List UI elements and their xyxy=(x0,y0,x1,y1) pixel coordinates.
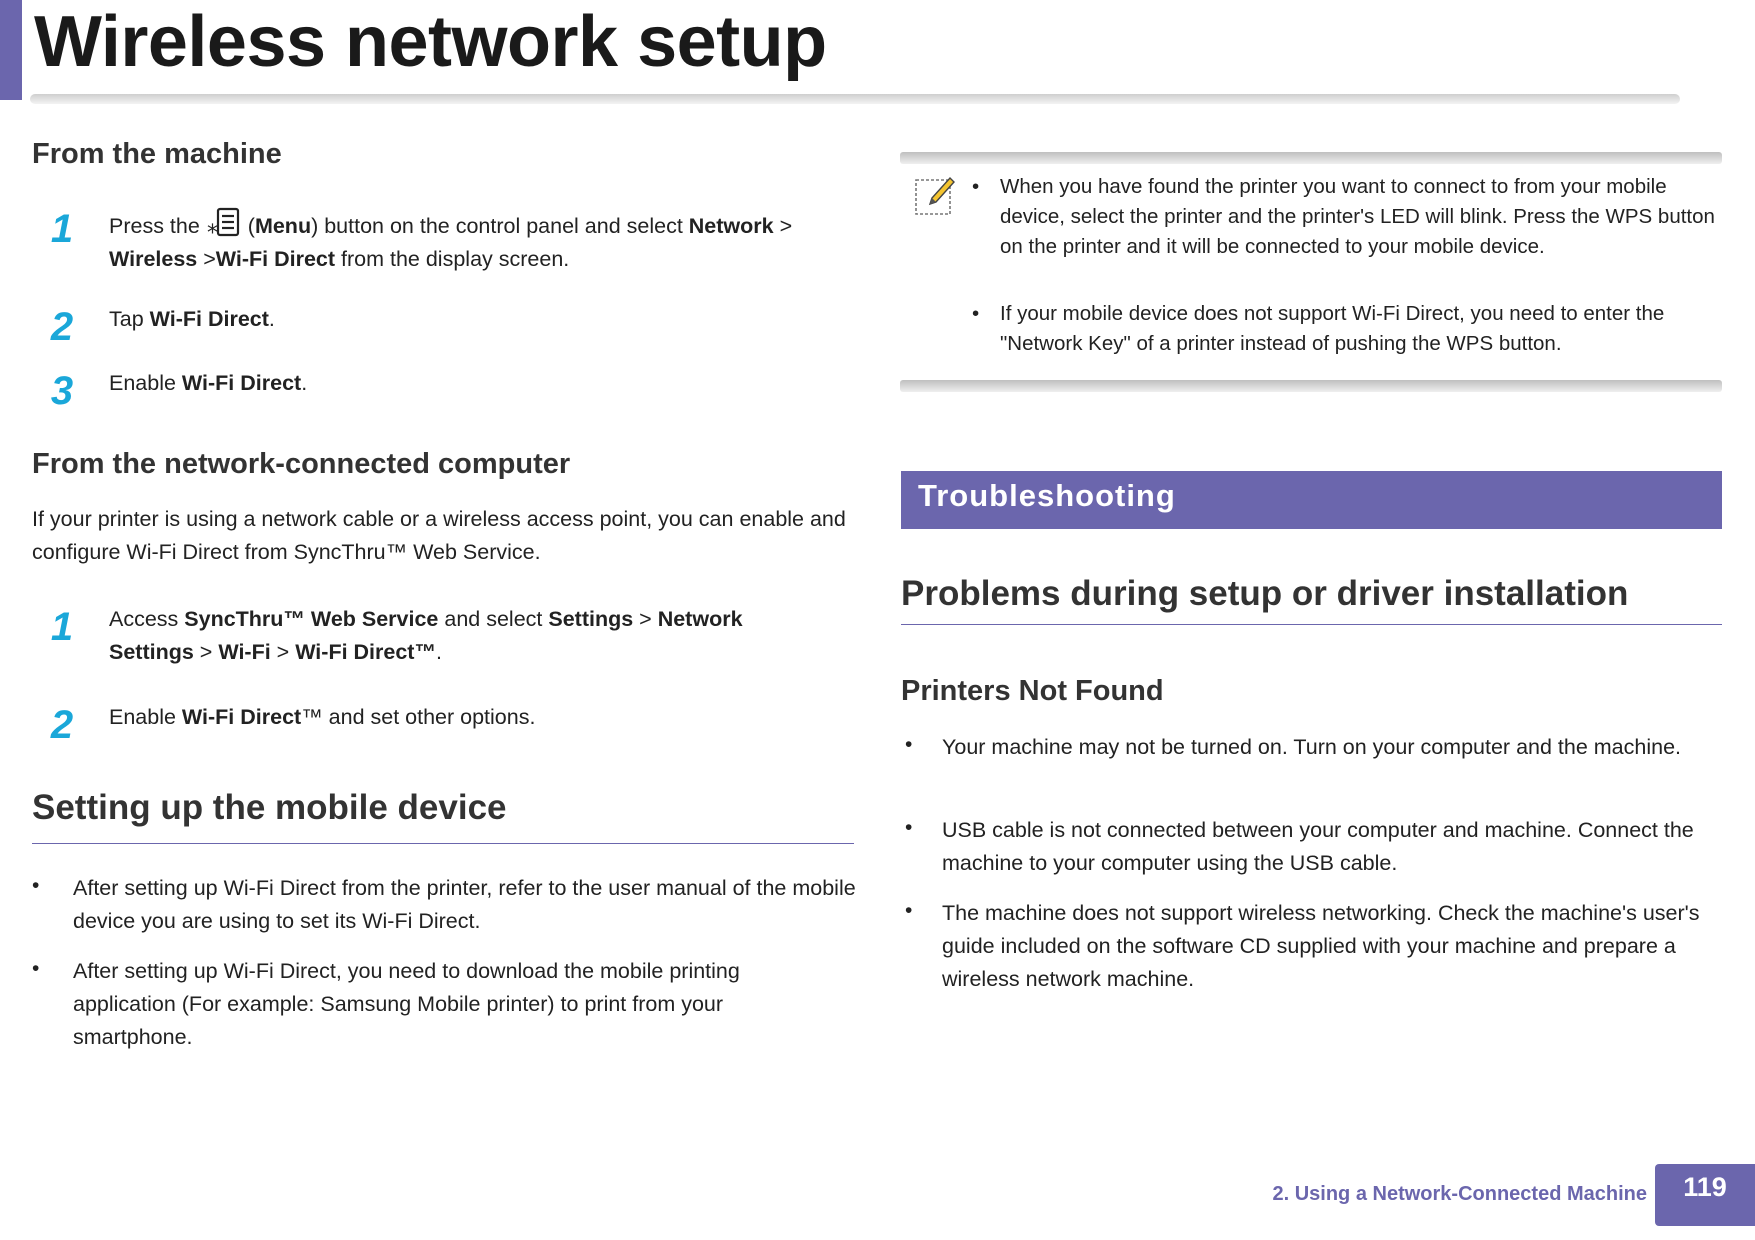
step-text: Tap Wi-Fi Direct. xyxy=(109,307,275,331)
bullet-text: After setting up Wi-Fi Direct from the printer, refer to the user manual of the mobile device you are using to set its Wi-Fi Direct. xyxy=(73,876,856,933)
step-number: 1 xyxy=(50,207,74,251)
step-text: Enable Wi-Fi Direct™ and set other options. xyxy=(109,705,536,729)
step-text: Enable Wi-Fi Direct. xyxy=(109,371,308,395)
page-number: 119 xyxy=(1683,1172,1727,1202)
menu-icon xyxy=(206,207,242,241)
step-number: 1 xyxy=(50,605,74,649)
troubleshooting-label: Troubleshooting xyxy=(918,478,1176,513)
step-number: 3 xyxy=(50,369,74,413)
note-bullet-text: When you have found the printer you want to connect to from your mobile device, select the printer and the printer's LED will blink. Press the WPS button on the printer and it will be connected to your mobile device. xyxy=(1000,175,1715,258)
note-pencil-icon xyxy=(912,172,958,218)
svg-text:*: * xyxy=(206,221,218,241)
note-top-border xyxy=(900,152,1722,164)
bullet-marker: • xyxy=(32,874,40,897)
heading-printers-not-found: Printers Not Found xyxy=(901,675,1164,707)
menu-icon-graphic xyxy=(206,207,242,241)
bullet-marker: • xyxy=(905,816,913,839)
bullet-marker: • xyxy=(905,899,913,922)
note-bullet-text: If your mobile device does not support Wi-Fi Direct, you need to enter the "Network Key" of a printer instead of pushing the WPS button. xyxy=(1000,302,1665,355)
note-bullet-marker: • xyxy=(972,175,980,198)
section-rule xyxy=(901,624,1722,625)
bullet-marker: • xyxy=(32,957,40,980)
heading-from-network-computer: From the network-connected computer xyxy=(32,448,571,480)
step-number: 2 xyxy=(50,703,74,747)
step-text: Press the * (Menu) button on the control panel and select Network > Wireless >Wi-Fi Direct from the display screen. xyxy=(109,207,855,276)
bullet-marker: • xyxy=(905,733,913,756)
heading-problems-setup: Problems during setup or driver installation xyxy=(901,574,1629,613)
page-title: Wireless network setup xyxy=(34,2,827,82)
bullet-text: The machine does not support wireless networking. Check the machine's user's guide included on the software CD supplied with your machine and prepare a wireless network machine. xyxy=(942,901,1700,991)
heading-setting-up-mobile: Setting up the mobile device xyxy=(32,788,507,827)
section-rule xyxy=(32,843,854,844)
heading-from-the-machine: From the machine xyxy=(32,138,282,170)
note-box xyxy=(900,152,1722,392)
title-accent-bar xyxy=(0,0,22,100)
bullet-text: USB cable is not connected between your computer and machine. Connect the machine to your computer using the USB cable. xyxy=(942,818,1694,875)
step-number: 2 xyxy=(50,305,74,349)
bullet-text: Your machine may not be turned on. Turn on your computer and the machine. xyxy=(942,735,1682,759)
footer-chapter: 2. Using a Network-Connected Machine xyxy=(1272,1183,1647,1205)
note-bullet-marker: • xyxy=(972,302,980,325)
intro-paragraph: If your printer is using a network cable or a wireless access point, you can enable and configure Wi-Fi Direct from SyncThru™ Web Service. xyxy=(32,507,846,564)
note-bottom-border xyxy=(900,380,1722,392)
step-text: Access SyncThru™ Web Service and select Settings > Network Settings > Wi-Fi > Wi-Fi Direct™. xyxy=(109,607,743,664)
title-divider xyxy=(30,94,1680,104)
bullet-text: After setting up Wi-Fi Direct, you need to download the mobile printing application (For example: Samsung Mobile printer) to print from your smartphone. xyxy=(73,959,740,1049)
